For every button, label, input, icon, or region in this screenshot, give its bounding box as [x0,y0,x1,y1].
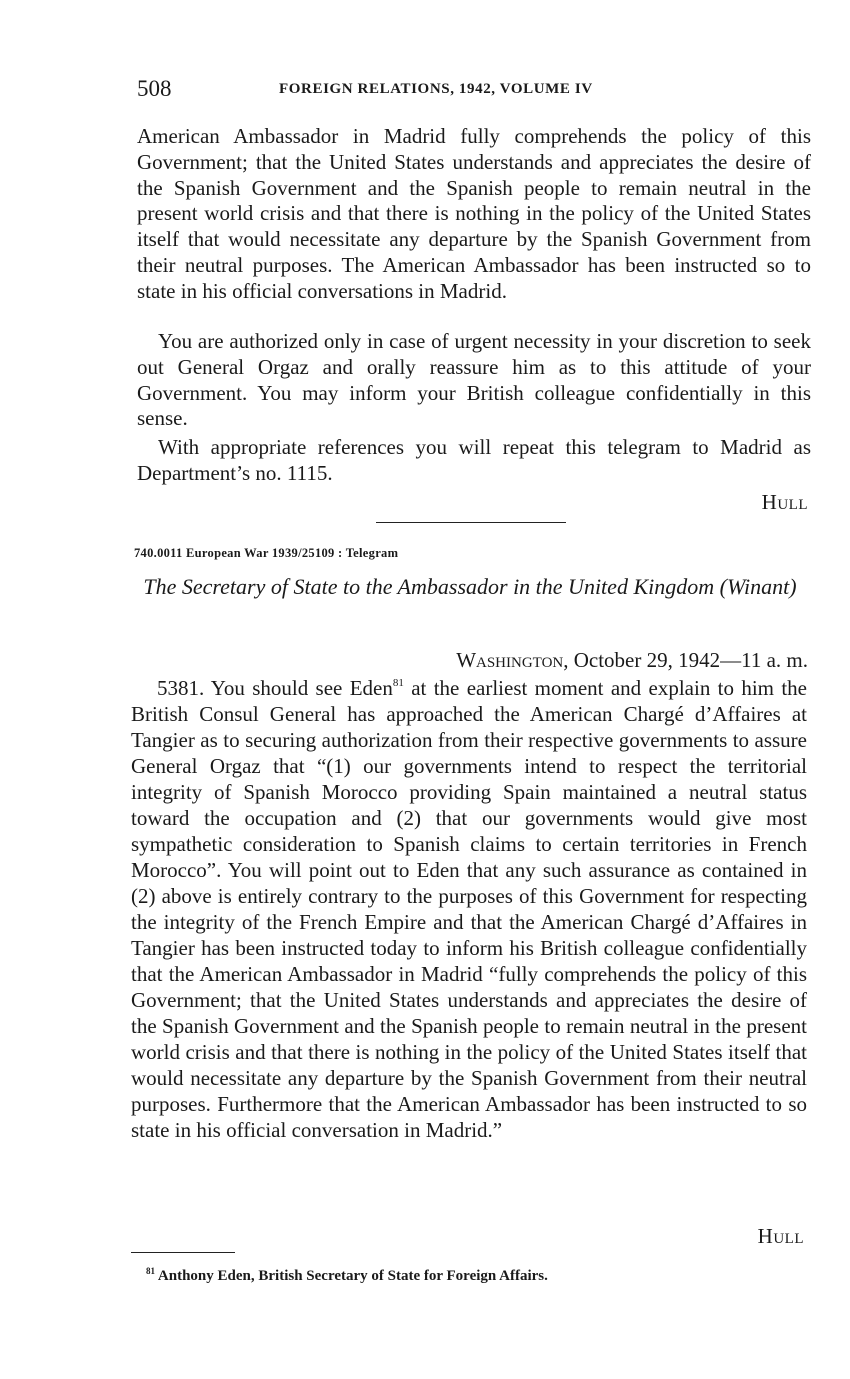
telegram-body-rest: at the earliest moment and explain to him the British Consul General has approached the American Chargé d’Affaires at Tangier as to securing authorization from their respective governments to assure General Orgaz that “(1) our governments intend to respect the territorial integrity of Spanish Morocco providing Spain maintained a neutral status toward the occupation and (2) that our governments would give most sympathetic consideration to Spanish claims to certain territories in French Morocco”. You will point out to Eden that any such assurance as contained in (2) above is entirely contrary to the purposes of this Government for respecting the integrity of the French Empire and that the American Chargé d’Affaires in Tangier has been instructed today to inform his British colleague confidentially that the American Ambassador in Madrid “fully comprehends the policy of this Government; that the United States understands and appreciates the desire of the Spanish Government and the Spanish people to remain neutral in the present world crisis and that there is nothing in the policy of the United States itself that would necessitate any departure by the Spanish Government from their neutral purposes. Furthermore that the American Ambassador has been instructed to so state in his official conversation in Madrid.” [131,676,807,1142]
file-reference: 740.0011 European War 1939/25109 : Telegram [134,546,399,560]
page-number: 508 [137,76,172,101]
dateline [456,648,808,673]
paragraph-3: With appropriate references you will repeat this telegram to Madrid as Department’s no. 1115. [137,435,811,485]
footnote-divider [131,1252,235,1253]
footnote [146,1268,548,1285]
telegram-body-intro: 5381. You should see Eden [157,676,393,700]
dateline-date: October 29, 1942—11 a. m. [573,648,808,672]
document-title: The Secretary of State to the Ambassador in the United Kingdom (Winant) [143,574,797,599]
running-head-title: FOREIGN RELATIONS, 1942, VOLUME IV [279,81,593,97]
telegram-body [131,675,807,1143]
paragraph-1: American Ambassador in Madrid fully comprehends the policy of this Government; that the United States understands and appreciates the desire of the Spanish Government and the Spanish people to remain neutral in the present world crisis and that there is nothing in the policy of the United States itself that would necessitate any departure by the Spanish Government from their neutral purposes. The American Ambassador has been instructed so to state in his official conversations in Madrid. [137,124,811,303]
footnote-text: Anthony Eden, British Secretary of State for Foreign Affairs. [155,1268,548,1284]
dateline-place: Washington, [456,648,569,672]
signature-first-document: Hull [761,490,808,514]
section-divider [376,522,566,523]
paragraph-2: You are authorized only in case of urgent necessity in your discretion to seek out General Orgaz and orally reassure him as to this attitude of your Government. You may inform your British colleague confidentially in this sense. [137,329,811,431]
footnote-reference: 81 [392,677,404,689]
signature-second-document: Hull [757,1224,804,1248]
running-head [137,76,677,104]
footnote-marker: 81 [146,1266,155,1276]
